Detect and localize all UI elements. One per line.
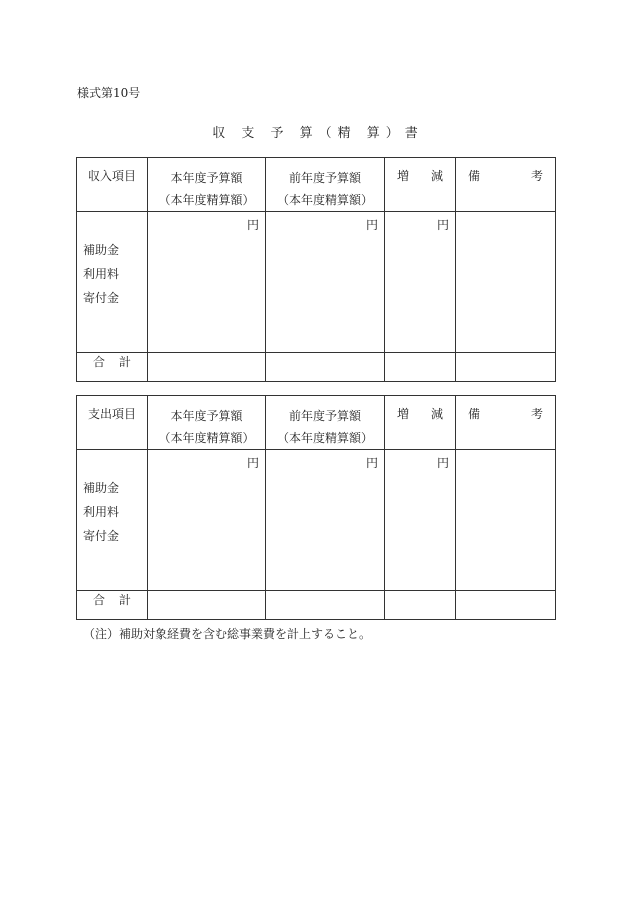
expense-total-label: 合計	[92, 593, 145, 607]
expense-current-settlement-label: （本年度精算額）	[158, 431, 255, 445]
expense-item-donation: 寄付金	[83, 529, 120, 543]
income-change-label-a: 増	[397, 169, 410, 183]
expense-remarks-label-b: 考	[530, 407, 543, 421]
income-previous-budget-cell[interactable]	[266, 212, 385, 353]
income-remarks-label-a: 備	[468, 169, 481, 183]
income-total-row	[77, 353, 556, 382]
income-remarks-label-b: 考	[530, 169, 543, 183]
yen-unit: 円	[246, 456, 259, 470]
yen-unit: 円	[365, 456, 378, 470]
income-item-header	[77, 158, 148, 212]
expense-current-budget-label: 本年度予算額	[170, 409, 243, 423]
income-item-usage-fee: 利用料	[83, 267, 120, 281]
form-number: 様式第10号	[77, 86, 141, 100]
income-total-label-cell	[77, 353, 148, 382]
income-change-header	[385, 158, 456, 212]
expense-item-subsidy: 補助金	[83, 481, 120, 495]
income-table	[76, 157, 556, 382]
income-remarks-cell[interactable]	[456, 212, 556, 353]
expense-current-budget-cell[interactable]	[148, 450, 266, 591]
income-body-row	[77, 212, 556, 353]
expense-item-header-label: 支出項目	[87, 407, 136, 421]
document-title: 収 支 予 算（精 算）書	[212, 126, 424, 141]
expense-change-label-b: 減	[430, 407, 443, 421]
expense-current-budget-header	[148, 396, 266, 450]
expense-previous-budget-label: 前年度予算額	[288, 409, 361, 423]
expense-table	[76, 395, 556, 620]
expense-total-current-cell[interactable]	[148, 591, 266, 620]
expense-total-row	[77, 591, 556, 620]
income-change-cell[interactable]	[385, 212, 456, 353]
expense-total-change-cell[interactable]	[385, 591, 456, 620]
yen-unit: 円	[246, 218, 259, 232]
expense-remarks-cell[interactable]	[456, 450, 556, 591]
expense-change-label-a: 増	[397, 407, 410, 421]
expense-change-header	[385, 396, 456, 450]
expense-item-header	[77, 396, 148, 450]
footnote: （注）補助対象経費を含む総事業費を計上すること。	[83, 627, 372, 641]
income-total-label: 合計	[92, 355, 145, 369]
expense-total-remarks-cell[interactable]	[456, 591, 556, 620]
income-header-row	[77, 158, 556, 212]
income-current-budget-label: 本年度予算額	[170, 171, 243, 185]
income-current-budget-cell[interactable]	[148, 212, 266, 353]
yen-unit: 円	[365, 218, 378, 232]
income-items-cell	[77, 212, 148, 353]
expense-remarks-label-a: 備	[468, 407, 481, 421]
income-total-previous-cell[interactable]	[266, 353, 385, 382]
expense-total-previous-cell[interactable]	[266, 591, 385, 620]
income-previous-budget-header	[266, 158, 385, 212]
yen-unit: 円	[436, 218, 449, 232]
income-item-subsidy: 補助金	[83, 243, 120, 257]
expense-body-row	[77, 450, 556, 591]
expense-previous-budget-cell[interactable]	[266, 450, 385, 591]
expense-header-row	[77, 396, 556, 450]
expense-total-label-cell	[77, 591, 148, 620]
income-remarks-header	[456, 158, 556, 212]
income-total-current-cell[interactable]	[148, 353, 266, 382]
income-current-settlement-label: （本年度精算額）	[158, 193, 255, 207]
expense-change-cell[interactable]	[385, 450, 456, 591]
income-previous-budget-label: 前年度予算額	[288, 171, 361, 185]
expense-previous-settlement-label: （本年度精算額）	[276, 431, 373, 445]
expense-item-usage-fee: 利用料	[83, 505, 120, 519]
income-total-change-cell[interactable]	[385, 353, 456, 382]
income-change-label-b: 減	[430, 169, 443, 183]
expense-remarks-header	[456, 396, 556, 450]
income-total-remarks-cell[interactable]	[456, 353, 556, 382]
income-current-budget-header	[148, 158, 266, 212]
expense-previous-budget-header	[266, 396, 385, 450]
income-item-donation: 寄付金	[83, 291, 120, 305]
income-item-header-label: 収入項目	[87, 169, 136, 183]
yen-unit: 円	[436, 456, 449, 470]
income-previous-settlement-label: （本年度精算額）	[276, 193, 373, 207]
expense-items-cell	[77, 450, 148, 591]
